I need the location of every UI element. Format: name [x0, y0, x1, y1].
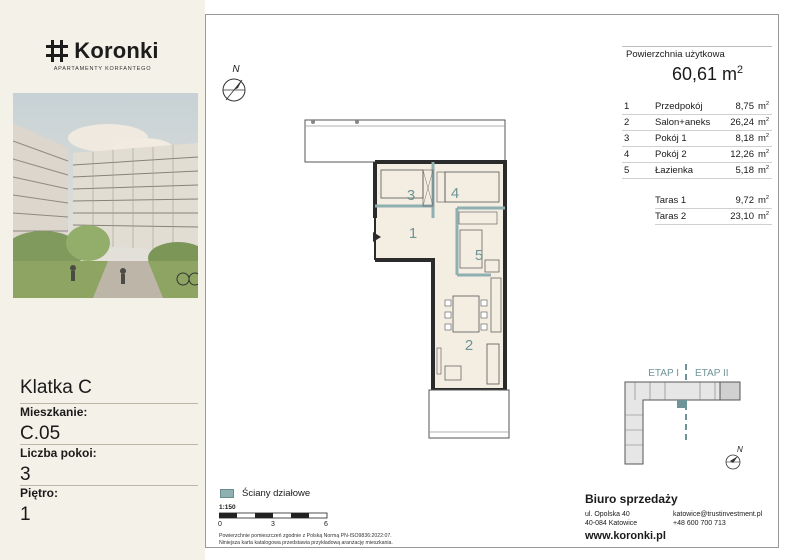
building-key-map — [615, 360, 775, 472]
rooms-value: 3 — [20, 464, 31, 485]
room-row: 5 Łazienka 5,18 $m^2$ — [622, 163, 772, 179]
disclaimer-note: Powierzchnie pomieszczeń zgodnie z Polską Normą PN-ISO9836:2022:07. Niniejsza karta katalogowa przedstawia przykładową aranżację mieszkania. — [219, 533, 393, 546]
room-row: 1 Przedpokój 8,75 $m^2$ — [622, 99, 772, 115]
office-address: ul. Opolska 40 40-084 Katowice — [585, 511, 638, 527]
rooms-table — [622, 99, 772, 179]
unit-value: C.05 — [20, 423, 61, 444]
area-divider — [622, 46, 772, 47]
terrace-row: Taras 2 23,10 $m^2$ — [655, 209, 772, 225]
floor-value: 1 — [20, 504, 31, 525]
stage-1-label: ETAP I — [648, 368, 679, 379]
unit-location-marker — [677, 400, 687, 408]
area-title: Powierzchnia użytkowa — [626, 49, 725, 60]
office-contact — [673, 510, 762, 528]
room-number-4: 4 — [450, 185, 460, 202]
building-rendering — [13, 93, 198, 298]
rooms-label: Liczba pokoi: — [20, 446, 97, 460]
legend-walls-label: Ściany działowe — [242, 488, 311, 499]
brand-tagline: APARTAMENTY KORFANTEGO — [53, 66, 152, 72]
room-row: 4 Pokój 2 12,26 $m^2$ — [622, 147, 772, 163]
stage-2-label: ETAP II — [695, 368, 729, 379]
floor-label: Piętro: — [20, 486, 59, 500]
logo-grid-icon — [46, 40, 68, 62]
compass-icon — [218, 62, 254, 106]
scale-label: 1:150 — [219, 504, 236, 511]
room-number-2: 2 — [464, 337, 474, 354]
legend — [220, 488, 310, 499]
left-panel — [0, 0, 205, 560]
brand-name: Koronki — [74, 38, 159, 63]
room-number-5: 5 — [474, 247, 484, 264]
compass-north-label: N — [232, 64, 240, 75]
unit-label: Mieszkanie: — [20, 405, 88, 419]
keymap-north-label: N — [737, 445, 743, 454]
room-row: 3 Pokój 1 8,18 $m^2$ — [622, 131, 772, 147]
stair-value: Klatka C — [20, 377, 92, 398]
area-value: 60,61 $m^2$ — [672, 64, 744, 84]
room-number-3: 3 — [406, 187, 416, 204]
office-email[interactable]: katowice@trustinvestment.pl — [673, 511, 763, 518]
office-title: Biuro sprzedaży — [585, 492, 678, 506]
terrace-2 — [429, 390, 509, 438]
brand-logo — [0, 38, 205, 72]
terraces-table — [655, 193, 772, 225]
room-row: 2 Salon+aneks 26,24 $m^2$ — [622, 115, 772, 131]
terrace-row: Taras 1 9,72 $m^2$ — [655, 193, 772, 209]
partition-swatch — [220, 489, 234, 498]
room-number-1: 1 — [408, 225, 418, 242]
website-link[interactable]: www.koronki.pl — [585, 530, 666, 542]
floor-plan — [295, 110, 530, 445]
office-phone[interactable]: +48 600 700 713 — [673, 520, 726, 527]
scale-bar — [219, 512, 331, 520]
